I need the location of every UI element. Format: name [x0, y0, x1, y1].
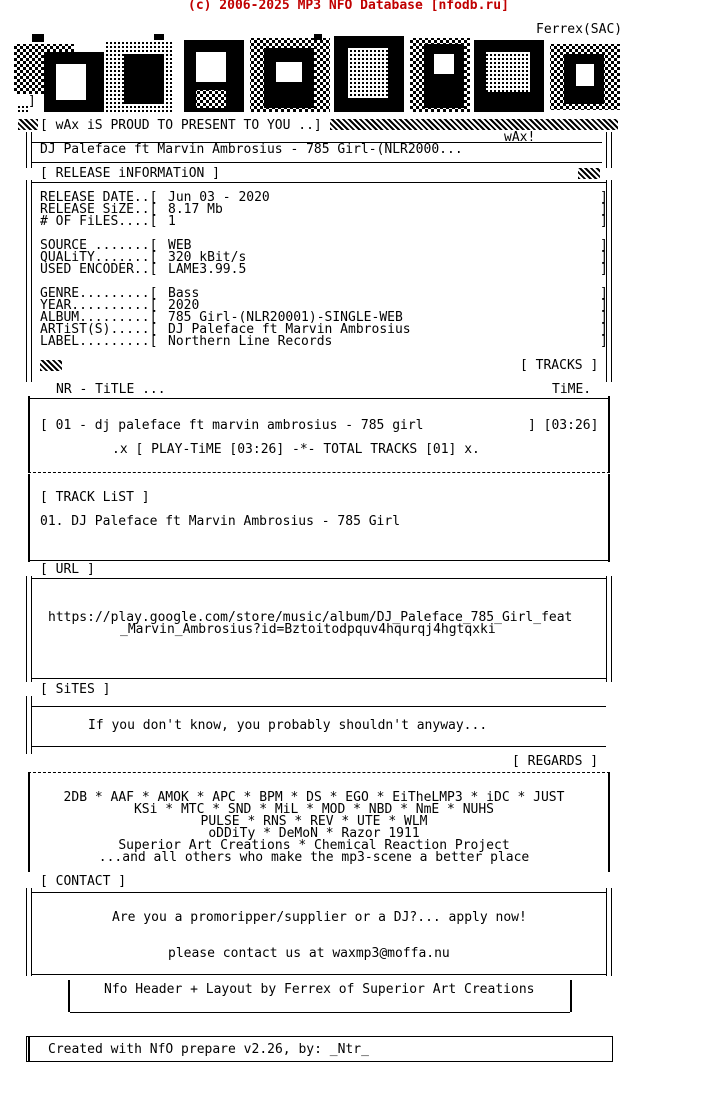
shade-block: [40, 360, 62, 371]
frame-left: [28, 396, 30, 472]
logo-bracket: ]: [28, 94, 36, 109]
release-info-label: QUALiTY.......[: [40, 250, 158, 265]
frame-right: [606, 888, 612, 976]
regards-header: [ REGARDS ]: [512, 754, 599, 769]
shade-block: [330, 119, 618, 130]
release-info-label: ARTiST(S).....[: [40, 322, 158, 337]
regards-line: PULSE * RNS * REV * UTE * WLM: [200, 814, 428, 829]
release-info-value: Bass: [168, 286, 200, 301]
release-info-bracket: ]: [600, 202, 608, 217]
release-info-bracket: ]: [600, 262, 608, 277]
rule: [32, 182, 606, 183]
rule: [32, 162, 602, 163]
frame-right: [570, 980, 572, 1012]
divider: [28, 472, 610, 473]
release-info-bracket: ]: [600, 238, 608, 253]
url-header: [ URL ]: [40, 562, 95, 577]
rule: [28, 560, 610, 561]
url-line-2[interactable]: _Marvin_Ambrosius?id=Bztoitodpquv4hqurqj4hgtqxki: [120, 622, 496, 637]
release-info-label: RELEASE DATE..[: [40, 190, 158, 205]
site-header: (c) 2006-2025 MP3 NFO Database [nfodb.ru]: [188, 0, 509, 13]
frame-left: [26, 576, 32, 682]
contact-header: [ CONTACT ]: [40, 874, 127, 889]
sites-text: If you don't know, you probably shouldn't anyway...: [88, 718, 488, 733]
rule: [32, 678, 606, 679]
proud-line: [ wAx iS PROUD TO PRESENT TO YOU ..]: [40, 118, 322, 133]
release-info-label: # OF FiLES....[: [40, 214, 158, 229]
release-info-header: [ RELEASE iNFORMATiON ]: [40, 166, 221, 181]
rule: [32, 746, 606, 747]
release-info-value: LAME3.99.5: [168, 262, 247, 277]
release-info-value: 2020: [168, 298, 200, 313]
shade-block: [18, 119, 38, 130]
release-info-value: 320 kBit/s: [168, 250, 247, 265]
credits-line: Nfo Header + Layout by Ferrex of Superior Art Creations: [104, 982, 535, 997]
release-info-value: 785 Girl-(NLR20001)-SINGLE-WEB: [168, 310, 403, 325]
tracks-col-time: TiME.: [552, 382, 592, 397]
rule: [28, 398, 608, 399]
contact-line-1: Are you a promoripper/supplier or a DJ?... apply now!: [112, 910, 527, 925]
release-info-bracket: ]: [600, 310, 608, 325]
sites-header: [ SiTES ]: [40, 682, 111, 697]
release-info-value: 8.17 Mb: [168, 202, 223, 217]
release-info-label: LABEL.........[: [40, 334, 158, 349]
frame-right: [608, 772, 610, 872]
release-info-bracket: ]: [600, 286, 608, 301]
rule: [70, 1012, 570, 1013]
wax-tag: wAx!: [504, 130, 536, 145]
regards-line: Superior Art Creations * Chemical Reaction Project: [118, 838, 510, 853]
frame-left: [26, 888, 32, 976]
release-info-value: DJ Paleface ft Marvin Ambrosius: [168, 322, 411, 337]
footer-line: Created with NfO prepare v2.26, by: _Ntr_: [48, 1042, 369, 1057]
frame-right: [606, 576, 612, 682]
release-info-bracket: ]: [600, 190, 608, 205]
release-info-value: Jun 03 - 2020: [168, 190, 270, 205]
logo-ascii-art: [14, 34, 624, 118]
url-line-1[interactable]: https://play.google.com/store/music/album/DJ_Paleface_785_Girl_feat: [48, 610, 573, 625]
release-info-label: ALBUM.........[: [40, 310, 158, 325]
frame-left: [68, 980, 70, 1012]
frame-right: [608, 396, 610, 472]
rule: [32, 706, 606, 707]
release-title: DJ Paleface ft Marvin Ambrosius - 785 Girl-(NLR2000...: [40, 142, 463, 157]
frame-left: [28, 1036, 30, 1062]
regards-line: oDDiTy * DeMoN * Razor 1911: [208, 826, 420, 841]
regards-line: ...and all others who make the mp3-scene a better place: [98, 850, 530, 865]
track-time: ] [03:26]: [528, 418, 599, 433]
frame-right: [606, 132, 612, 168]
rule: [32, 578, 606, 579]
frame-left: [26, 180, 32, 382]
release-info-label: YEAR..........[: [40, 298, 158, 313]
tracklist-item: 01. DJ Paleface ft Marvin Ambrosius - 785 Girl: [40, 514, 401, 529]
release-info-bracket: ]: [600, 250, 608, 265]
release-info-value: WEB: [168, 238, 192, 253]
contact-line-2[interactable]: please contact us at waxmp3@moffa.nu: [168, 946, 450, 961]
release-info-bracket: ]: [600, 334, 608, 349]
tracks-header: [ TRACKS ]: [520, 358, 599, 373]
release-info-label: SOURCE .......[: [40, 238, 158, 253]
regards-line: KSi * MTC * SND * MiL * MOD * NBD * NmE * NUHS: [133, 802, 495, 817]
shade-block: [578, 168, 600, 179]
release-info-bracket: ]: [600, 214, 608, 229]
tracklist-header: [ TRACK LiST ]: [40, 490, 150, 505]
tracks-col-title: NR - TiTLE ...: [56, 382, 166, 397]
rule: [32, 892, 606, 893]
rule: [32, 974, 606, 975]
regards-line: 2DB * AAF * AMOK * APC * BPM * DS * EGO * EiTheLMP3 * iDC * JUST: [63, 790, 565, 805]
playtime-line: .x [ PLAY-TiME [03:26] -*- TOTAL TRACKS [01] x.: [112, 442, 480, 457]
release-info-label: USED ENCODER..[: [40, 262, 158, 277]
release-info-bracket: ]: [600, 298, 608, 313]
track-line: [ 01 - dj paleface ft marvin ambrosius - 785 girl: [40, 418, 424, 433]
release-info-label: GENRE.........[: [40, 286, 158, 301]
release-info-bracket: ]: [600, 322, 608, 337]
release-info-value: Northern Line Records: [168, 334, 333, 349]
frame-left: [28, 474, 30, 562]
divider: [28, 772, 610, 773]
release-info-value: 1: [168, 214, 176, 229]
release-info-label: RELEASE SiZE..[: [40, 202, 158, 217]
artist-credit: Ferrex(SAC): [536, 22, 623, 37]
frame-right: [608, 474, 610, 562]
